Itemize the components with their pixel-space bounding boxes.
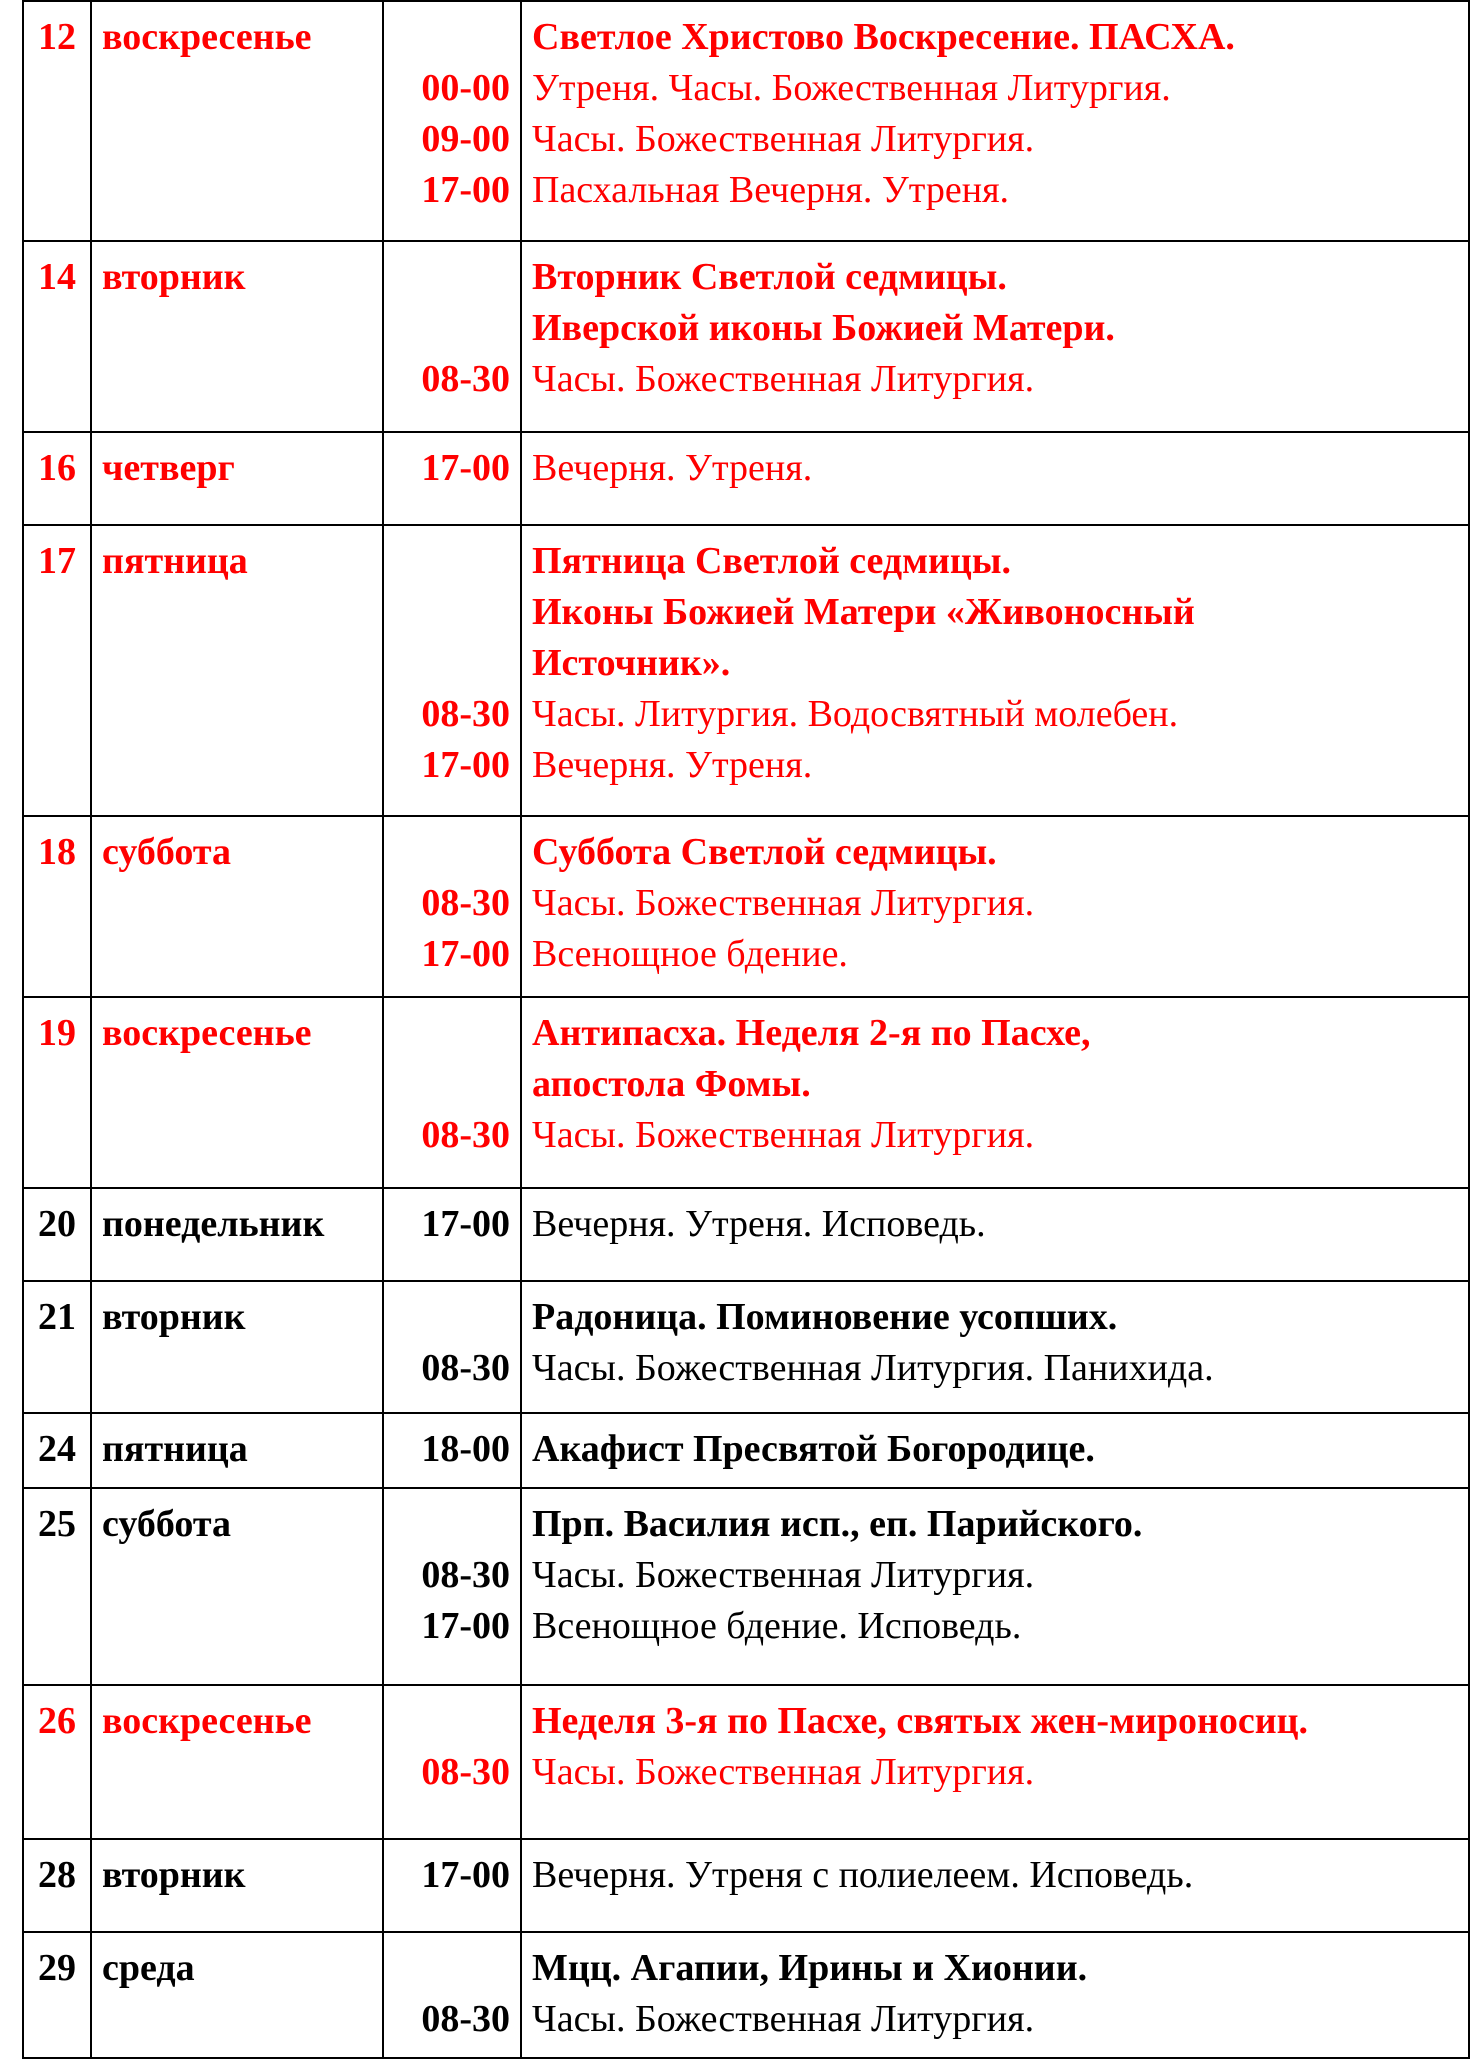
service-description: Утреня. Часы. Божественная Литургия. xyxy=(532,67,1171,109)
schedule-row xyxy=(23,1685,1469,1839)
feast-title: Мцц. Агапии, Ирины и Хионии. xyxy=(532,1947,1088,1989)
time-column xyxy=(383,525,521,816)
time-spacer xyxy=(394,303,510,354)
events-column xyxy=(521,816,1469,997)
events-column xyxy=(521,525,1469,816)
weekday: четверг xyxy=(91,432,383,525)
service-description: Всенощное бдение. xyxy=(532,933,848,975)
service-description: Часы. Божественная Литургия. xyxy=(532,1554,1035,1596)
time-spacer xyxy=(394,1943,510,1994)
weekday: суббота xyxy=(91,816,383,997)
schedule-row xyxy=(23,1932,1469,2058)
service-description: Вечерня. Утреня. xyxy=(532,744,813,786)
events-column xyxy=(521,1932,1469,2058)
time-spacer xyxy=(394,1292,510,1343)
service-time: 17-00 xyxy=(421,933,510,975)
service-description: Часы. Божественная Литургия. Панихида. xyxy=(532,1347,1214,1389)
day-number: 17 xyxy=(23,525,91,816)
events-column xyxy=(521,1281,1469,1413)
time-column xyxy=(383,816,521,997)
schedule-row xyxy=(23,1,1469,241)
schedule-row xyxy=(23,1281,1469,1413)
time-spacer xyxy=(394,638,510,689)
time-column xyxy=(383,1,521,241)
time-column xyxy=(383,1488,521,1685)
events-column xyxy=(521,432,1469,525)
schedule-row xyxy=(23,432,1469,525)
events-column xyxy=(521,1413,1469,1488)
weekday: суббота xyxy=(91,1488,383,1685)
service-description: Вечерня. Утреня. Исповедь. xyxy=(532,1203,986,1245)
day-number: 25 xyxy=(23,1488,91,1685)
time-spacer xyxy=(394,1059,510,1110)
weekday: воскресенье xyxy=(91,1685,383,1839)
service-time: 09-00 xyxy=(421,118,510,160)
service-time: 08-30 xyxy=(421,1554,510,1596)
service-description: Вечерня. Утреня. xyxy=(532,447,813,489)
service-time: 00-00 xyxy=(421,67,510,109)
feast-title: Иконы Божией Матери «Живоносный xyxy=(532,591,1195,633)
day-number: 29 xyxy=(23,1932,91,2058)
feast-title: Акафист Пресвятой Богородице. xyxy=(532,1428,1095,1470)
time-spacer xyxy=(394,1696,510,1747)
events-column xyxy=(521,241,1469,432)
feast-title: Источник». xyxy=(532,642,731,684)
time-column xyxy=(383,1188,521,1281)
schedule-row xyxy=(23,1413,1469,1488)
service-description: Пасхальная Вечерня. Утреня. xyxy=(532,169,1010,211)
service-description: Часы. Божественная Литургия. xyxy=(532,118,1035,160)
time-column xyxy=(383,432,521,525)
feast-title: Прп. Василия исп., еп. Парийского. xyxy=(532,1503,1143,1545)
time-column xyxy=(383,1413,521,1488)
feast-title: Радоница. Поминовение усопших. xyxy=(532,1296,1118,1338)
service-time: 17-00 xyxy=(421,169,510,211)
service-time: 17-00 xyxy=(421,1605,510,1647)
schedule-row xyxy=(23,816,1469,997)
service-description: Часы. Божественная Литургия. xyxy=(532,1114,1035,1156)
service-description: Часы. Божественная Литургия. xyxy=(532,882,1035,924)
time-column xyxy=(383,997,521,1188)
schedule-table xyxy=(22,0,1470,2059)
events-column xyxy=(521,1488,1469,1685)
service-description: Вечерня. Утреня с полиелеем. Исповедь. xyxy=(532,1854,1194,1896)
feast-title: Суббота Светлой седмицы. xyxy=(532,831,997,873)
events-column xyxy=(521,1188,1469,1281)
time-spacer xyxy=(394,536,510,587)
weekday: пятница xyxy=(91,1413,383,1488)
schedule-body xyxy=(23,1,1469,2058)
feast-title: Иверской иконы Божией Матери. xyxy=(532,307,1115,349)
day-number: 20 xyxy=(23,1188,91,1281)
service-description: Часы. Литургия. Водосвятный молебен. xyxy=(532,693,1179,735)
weekday: вторник xyxy=(91,241,383,432)
feast-title: Неделя 3-я по Пасхе, святых жен-мироносиц. xyxy=(532,1700,1309,1742)
weekday: среда xyxy=(91,1932,383,2058)
service-time: 18-00 xyxy=(421,1428,510,1470)
feast-title: апостола Фомы. xyxy=(532,1063,811,1105)
schedule-row xyxy=(23,1488,1469,1685)
feast-title: Антипасха. Неделя 2-я по Пасхе, xyxy=(532,1012,1091,1054)
time-column xyxy=(383,1839,521,1932)
service-time: 08-30 xyxy=(421,1751,510,1793)
service-description: Часы. Божественная Литургия. xyxy=(532,358,1035,400)
weekday: пятница xyxy=(91,525,383,816)
time-spacer xyxy=(394,827,510,878)
day-number: 26 xyxy=(23,1685,91,1839)
schedule-row xyxy=(23,241,1469,432)
service-description: Часы. Божественная Литургия. xyxy=(532,1998,1035,2040)
time-spacer xyxy=(394,252,510,303)
day-number: 16 xyxy=(23,432,91,525)
day-number: 14 xyxy=(23,241,91,432)
service-description: Часы. Божественная Литургия. xyxy=(532,1751,1035,1793)
service-time: 17-00 xyxy=(421,1854,510,1896)
time-column xyxy=(383,1932,521,2058)
events-column xyxy=(521,1839,1469,1932)
service-time: 08-30 xyxy=(421,1998,510,2040)
events-column xyxy=(521,1685,1469,1839)
time-column xyxy=(383,1281,521,1413)
feast-title: Светлое Христово Воскресение. ПАСХА. xyxy=(532,16,1235,58)
service-time: 08-30 xyxy=(421,882,510,924)
schedule-row xyxy=(23,1839,1469,1932)
weekday: понедельник xyxy=(91,1188,383,1281)
schedule-row xyxy=(23,1188,1469,1281)
day-number: 12 xyxy=(23,1,91,241)
weekday: воскресенье xyxy=(91,1,383,241)
feast-title: Пятница Светлой седмицы. xyxy=(532,540,1011,582)
service-time: 17-00 xyxy=(421,1203,510,1245)
service-time: 08-30 xyxy=(421,693,510,735)
service-time: 08-30 xyxy=(421,358,510,400)
day-number: 28 xyxy=(23,1839,91,1932)
events-column xyxy=(521,1,1469,241)
time-column xyxy=(383,1685,521,1839)
time-spacer xyxy=(394,587,510,638)
service-time: 08-30 xyxy=(421,1347,510,1389)
time-spacer xyxy=(394,1008,510,1059)
service-time: 08-30 xyxy=(421,1114,510,1156)
time-column xyxy=(383,241,521,432)
weekday: вторник xyxy=(91,1281,383,1413)
schedule-row xyxy=(23,525,1469,816)
events-column xyxy=(521,997,1469,1188)
time-spacer xyxy=(394,1499,510,1550)
time-spacer xyxy=(394,12,510,63)
day-number: 24 xyxy=(23,1413,91,1488)
service-description: Всенощное бдение. Исповедь. xyxy=(532,1605,1022,1647)
weekday: вторник xyxy=(91,1839,383,1932)
weekday: воскресенье xyxy=(91,997,383,1188)
feast-title: Вторник Светлой седмицы. xyxy=(532,256,1007,298)
day-number: 21 xyxy=(23,1281,91,1413)
day-number: 19 xyxy=(23,997,91,1188)
day-number: 18 xyxy=(23,816,91,997)
schedule-row xyxy=(23,997,1469,1188)
service-time: 17-00 xyxy=(421,447,510,489)
service-time: 17-00 xyxy=(421,744,510,786)
